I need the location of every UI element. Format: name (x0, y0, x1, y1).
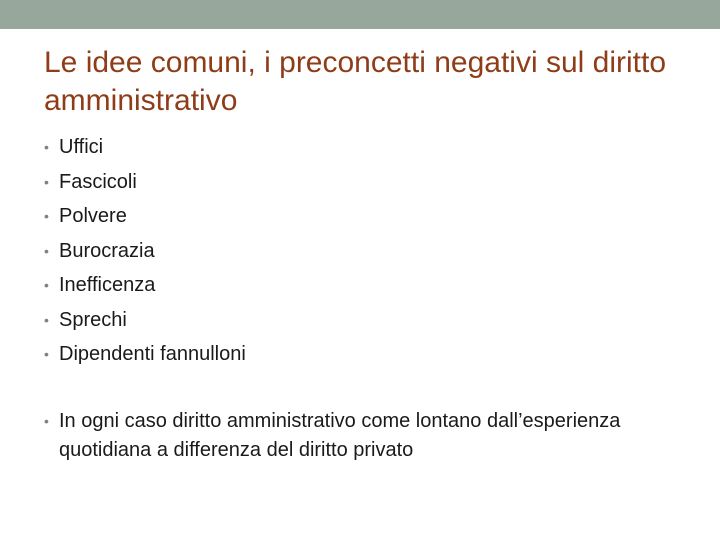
list-item-text: Inefficenza (59, 274, 156, 296)
bullet-dot-icon: • (44, 277, 49, 293)
closing-list-item (44, 407, 684, 465)
closing-bullet-list (44, 407, 684, 465)
list-item (44, 165, 684, 200)
list-item (44, 234, 684, 269)
list-item-text: Fascicoli (59, 170, 137, 193)
bullet-list (44, 130, 684, 372)
list-item (44, 199, 684, 234)
bullet-dot-icon: • (44, 139, 49, 155)
list-item (44, 130, 684, 165)
bullet-dot-icon: • (44, 173, 49, 190)
list-item-text: Dipendenti fannulloni (59, 343, 246, 365)
bullet-dot-icon: • (44, 413, 49, 429)
bullet-dot-icon: • (44, 242, 49, 259)
bullet-dot-icon: • (44, 346, 49, 362)
list-item-text: Polvere (59, 205, 127, 227)
slide-title: Le idee comuni, i preconcetti negativi sul diritto amministrativo (44, 46, 667, 117)
bullet-dot-icon: • (44, 311, 49, 328)
list-item (44, 337, 684, 372)
bullet-dot-icon: • (44, 208, 49, 224)
list-item-text: Sprechi (59, 308, 127, 331)
top-accent-bar (0, 0, 720, 29)
list-item-text: Uffici (59, 136, 104, 158)
list-item (44, 303, 684, 338)
list-item (44, 268, 684, 303)
list-item-text: Burocrazia (59, 239, 155, 262)
closing-item-text: In ogni caso diritto amministrativo come lontano dall’esperienza quotidiana a differenza del diritto privato (59, 410, 621, 461)
